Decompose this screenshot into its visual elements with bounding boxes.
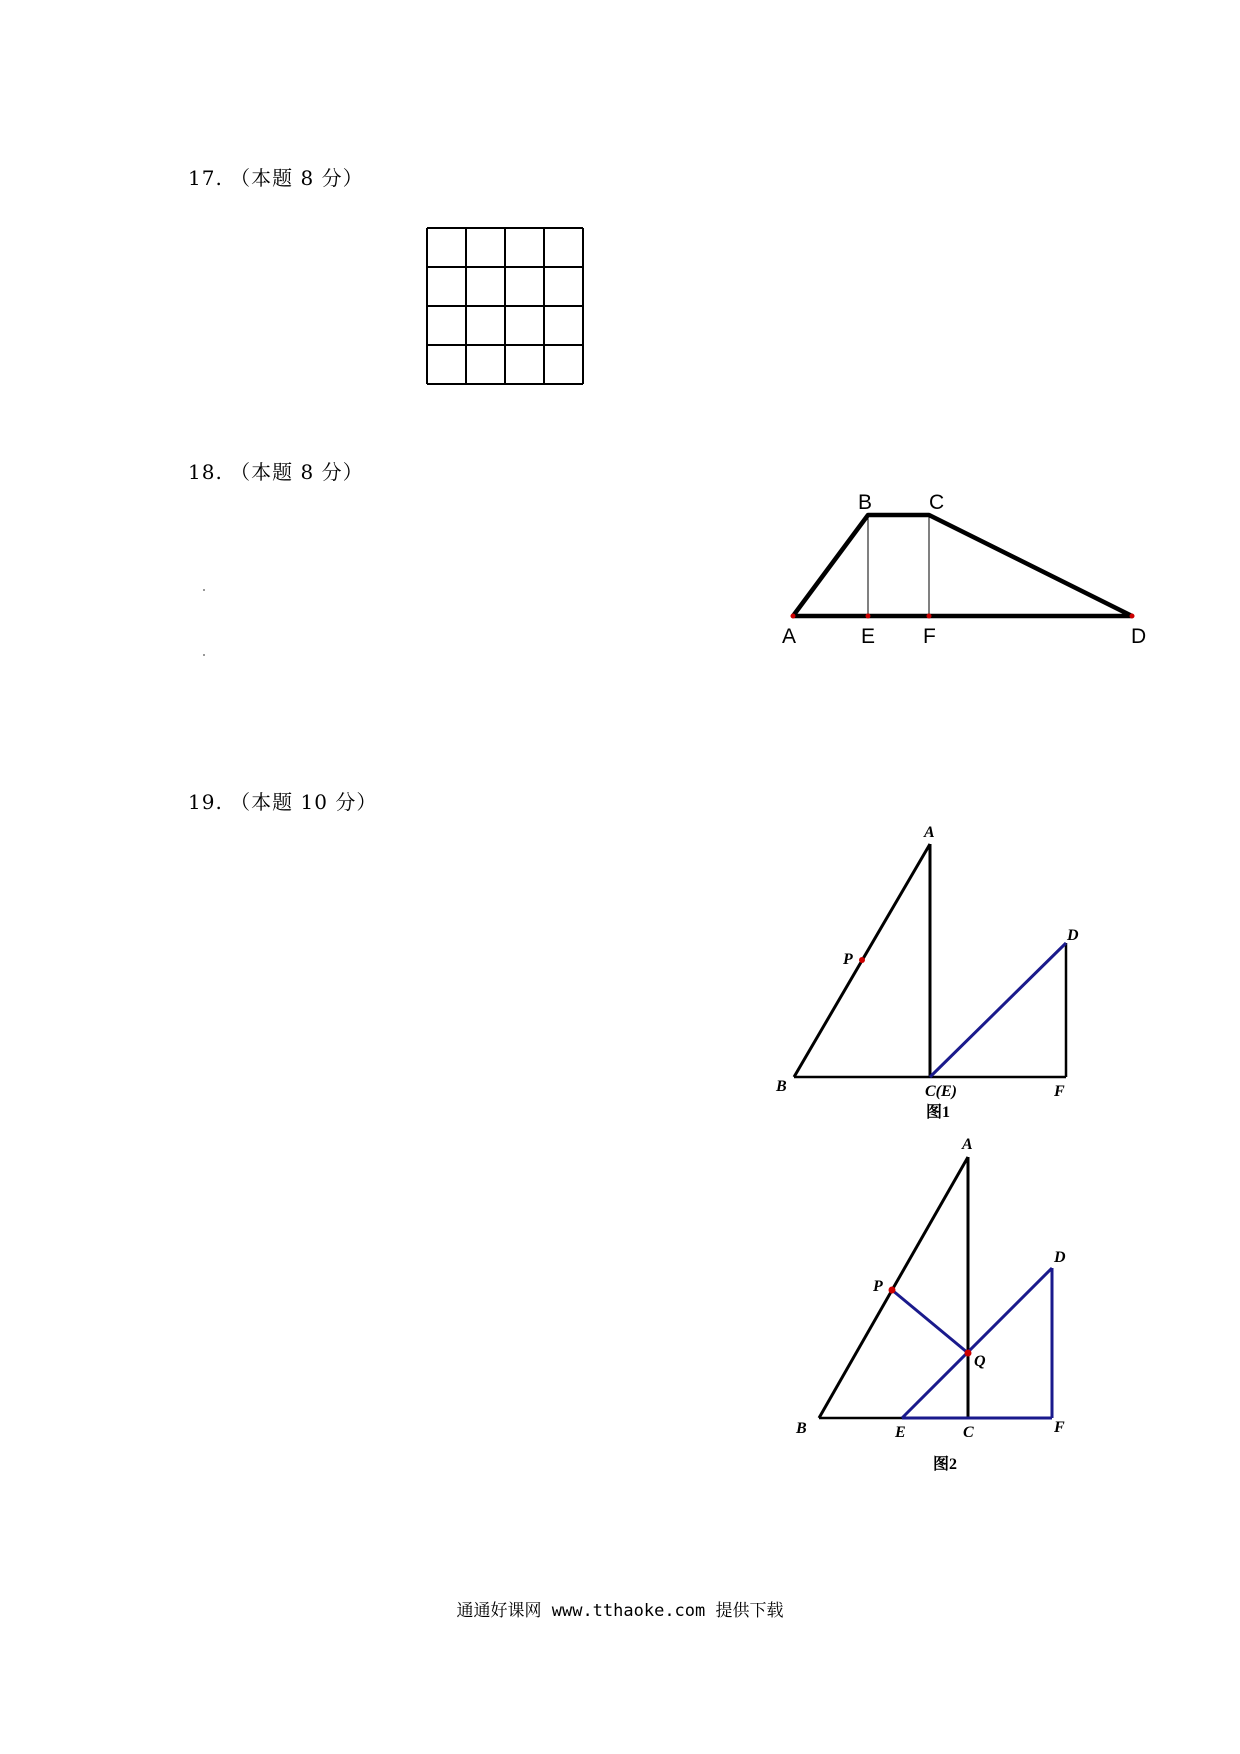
label-CE: C(E) (925, 1083, 957, 1100)
question-number: 18. (188, 460, 223, 484)
label-A: A (924, 824, 935, 841)
caption-figure-2: 图2 (933, 1456, 958, 1473)
label-D: D (1067, 927, 1079, 944)
question-number: 17. (188, 166, 223, 190)
label-Q: Q (974, 1353, 986, 1370)
point-Q (965, 1350, 972, 1357)
label-E: E (895, 1424, 906, 1441)
question-score: （本题 8 分） (230, 460, 364, 484)
segment-PQ (892, 1290, 968, 1353)
question-number: 19. (188, 790, 223, 814)
label-C: C (963, 1424, 974, 1441)
label-C: C (929, 491, 945, 514)
label-B: B (776, 1078, 787, 1095)
label-A: A (962, 1136, 973, 1153)
segment-ED (902, 1268, 1052, 1418)
footer-source: 通通好课网 www.tthaoke.com 提供下载 (456, 1601, 784, 1621)
point-P (889, 1287, 896, 1294)
label-F: F (1054, 1419, 1065, 1436)
label-F: F (1054, 1083, 1065, 1100)
question-score: （本题 8 分） (230, 166, 364, 190)
question-score: （本题 10 分） (230, 790, 378, 814)
caption-figure-1: 图1 (926, 1104, 951, 1121)
label-D: D (1131, 625, 1147, 648)
label-P: P (873, 1278, 883, 1295)
label-D: D (1054, 1249, 1066, 1266)
label-A: A (782, 625, 797, 648)
label-E: E (861, 625, 876, 648)
label-B: B (796, 1420, 807, 1437)
label-B: B (858, 491, 873, 514)
label-P: P (843, 951, 853, 968)
label-F: F (923, 625, 936, 648)
